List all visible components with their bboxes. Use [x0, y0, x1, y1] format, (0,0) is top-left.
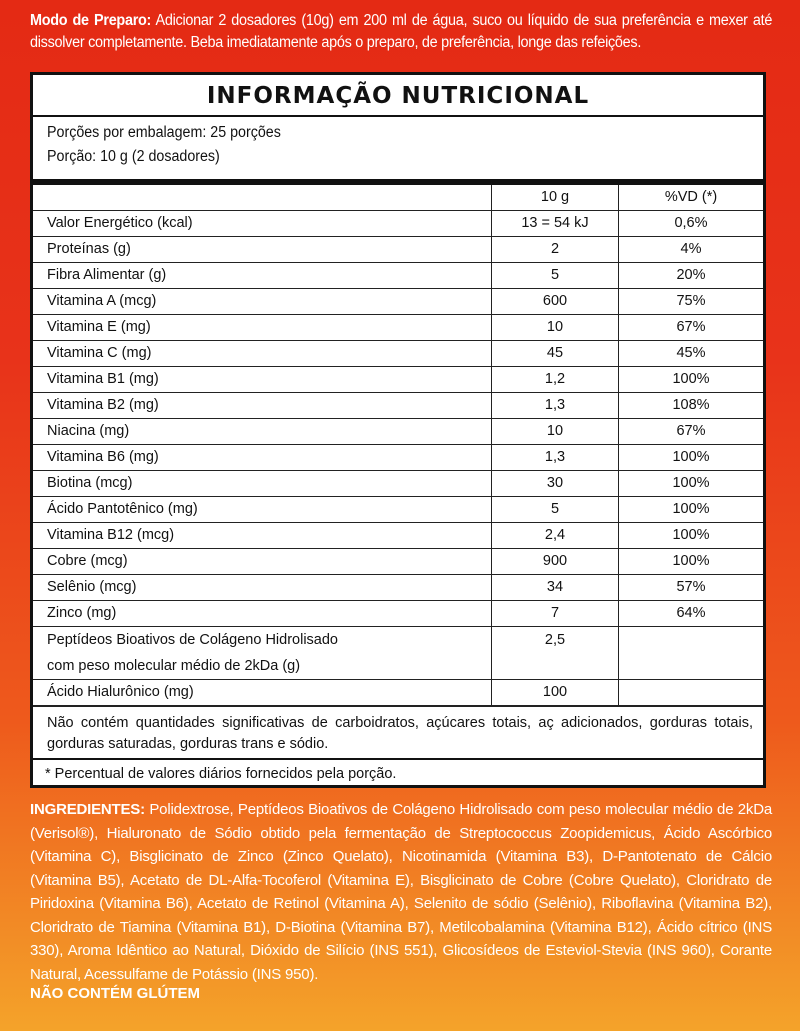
serving-info: [33, 117, 763, 185]
table-row: [33, 419, 763, 445]
nutrient-name: Zinco (mg): [33, 601, 492, 627]
nutrient-name: Vitamina B1 (mg): [33, 367, 492, 393]
nutrient-vd: 57%: [619, 575, 764, 601]
ingredientes-label: INGREDIENTES:: [30, 801, 145, 818]
footnote: * Percentual de valores diários fornecidos pela porção.: [33, 758, 763, 786]
preparo-label: Modo de Preparo:: [30, 12, 152, 29]
nutrient-name: Fibra Alimentar (g): [33, 263, 492, 289]
nutrient-name: Vitamina C (mg): [33, 341, 492, 367]
nutrient-qty: 5: [492, 497, 619, 523]
ingredientes-text: Polidextrose, Peptídeos Bioativos de Colágeno Hidrolisado com peso molecular médio de 2kDa (Verisol®), Hialuronato de Sódio obtido pela fermentação de Streptococcus Zoopidemicus, Ácido Ascórbico (Vitamina C), Bisglicinato de Zinco (Zinco Quelato), Nicotinamida (Vitamina B3), D-Pantotenato de Cálcio (Vitamina B5), Acetato de DL-Alfa-Tocoferol (Vitamina E), Bisglicinato de Cobre (Cobre Quelato), Cloridrato de Piridoxina (Vitamina B6), Acetato de Retinol (Vitamina A), Selenito de sódio (Selênio), Riboflavina (Vitamina B2), Cloridrato de Tiamina (Vitamina B1), D-Biotina (Vitamina B7), Metilcobalamina (Vitamina B12), Ácido cítrico (INS 330), Aroma Idêntico ao Natural, Dióxido de Silício (INS 551), Glicosídeos de Esteviol-Stevia (INS 960), Corante Natural, Acessulfame de Potássio (INS 950).: [30, 801, 772, 983]
nutrient-vd: 100%: [619, 445, 764, 471]
preparo-text: Adicionar 2 dosadores (10g) em 200 ml de água, suco ou líquido de sua preferência e mexer até dissolver completamente. Beba imediatamente após o preparo, de preferência, longe das refeições.: [30, 12, 773, 51]
nutrient-name: Vitamina E (mg): [33, 315, 492, 341]
nutrient-name: Valor Energético (kcal): [33, 211, 492, 237]
table-row: [33, 289, 763, 315]
nutrient-qty: 600: [492, 289, 619, 315]
header-vd: %VD (*): [619, 185, 764, 211]
nutrient-name: Cobre (mcg): [33, 549, 492, 575]
nutrient-qty: 10: [492, 419, 619, 445]
nutrient-qty: 5: [492, 263, 619, 289]
nutrition-panel: [30, 72, 766, 788]
nutrient-vd: 4%: [619, 237, 764, 263]
nutrient-vd: 45%: [619, 341, 764, 367]
table-row: [33, 627, 763, 680]
nutrient-name: Selênio (mcg): [33, 575, 492, 601]
nutrient-name: Niacina (mg): [33, 419, 492, 445]
nutrient-name: Vitamina B6 (mg): [33, 445, 492, 471]
nutrient-name: Ácido Pantotênico (mg): [33, 497, 492, 523]
peptideos-line2: com peso molecular médio de 2kDa (g): [47, 658, 301, 674]
table-row: [33, 601, 763, 627]
nutrient-vd: [619, 680, 764, 706]
nutrient-qty: 45: [492, 341, 619, 367]
nutrient-qty: 2,5: [492, 627, 619, 680]
nutrient-qty: 10: [492, 315, 619, 341]
nutrient-name: Ácido Hialurônico (mg): [33, 680, 492, 706]
nutrient-vd: [619, 627, 764, 680]
nutrient-qty: 1,3: [492, 445, 619, 471]
nutrient-vd: 100%: [619, 497, 764, 523]
table-row: [33, 445, 763, 471]
nutrient-vd: 100%: [619, 549, 764, 575]
peptideos-line1: Peptídeos Bioativos de Colágeno Hidrolisado: [47, 632, 338, 648]
nutrient-qty: 7: [492, 601, 619, 627]
header-qty: 10 g: [492, 185, 619, 211]
table-row: [33, 393, 763, 419]
nutrient-vd: 108%: [619, 393, 764, 419]
nutrient-name: Vitamina B2 (mg): [33, 393, 492, 419]
modo-de-preparo: [30, 10, 772, 54]
nutrient-vd: 67%: [619, 419, 764, 445]
table-row: [33, 211, 763, 237]
nutrient-vd: 100%: [619, 367, 764, 393]
table-row: [33, 497, 763, 523]
nutrient-name: [33, 627, 492, 680]
nutrient-qty: 900: [492, 549, 619, 575]
nutrient-qty: 100: [492, 680, 619, 706]
table-row: [33, 680, 763, 706]
nutrient-name: Vitamina A (mcg): [33, 289, 492, 315]
nutrient-vd: 0,6%: [619, 211, 764, 237]
nutrient-qty: 13 = 54 kJ: [492, 211, 619, 237]
panel-title: INFORMAÇÃO NUTRICIONAL: [33, 75, 763, 117]
nutrient-qty: 2: [492, 237, 619, 263]
gluten-warning: NÃO CONTÉM GLÚTEM: [30, 985, 200, 1002]
header-empty: [33, 185, 492, 211]
nutrient-vd: 100%: [619, 471, 764, 497]
ingredientes: [30, 798, 772, 986]
table-row: [33, 367, 763, 393]
table-row: [33, 471, 763, 497]
nutrient-qty: 1,2: [492, 367, 619, 393]
nutrient-name: Proteínas (g): [33, 237, 492, 263]
table-row: [33, 315, 763, 341]
table-row: [33, 237, 763, 263]
nutrient-vd: 64%: [619, 601, 764, 627]
nutrient-vd: 100%: [619, 523, 764, 549]
table-row: [33, 523, 763, 549]
nutrient-name: Biotina (mcg): [33, 471, 492, 497]
nutrient-qty: 1,3: [492, 393, 619, 419]
nutrient-vd: 20%: [619, 263, 764, 289]
nutrient-name: Vitamina B12 (mcg): [33, 523, 492, 549]
nutrient-vd: 75%: [619, 289, 764, 315]
nutrition-note: Não contém quantidades significativas de carboidratos, açúcares totais, aç adicionados, gorduras totais, gorduras saturadas, gorduras trans e sódio.: [33, 706, 763, 758]
nutrient-qty: 34: [492, 575, 619, 601]
nutrient-vd: 67%: [619, 315, 764, 341]
porcao: Porção: 10 g (2 dosadores): [47, 148, 220, 165]
porcoes-embalagem: Porções por embalagem: 25 porções: [47, 124, 281, 141]
nutrient-qty: 30: [492, 471, 619, 497]
table-header-row: [33, 185, 763, 211]
table-row: [33, 263, 763, 289]
table-row: [33, 341, 763, 367]
table-row: [33, 549, 763, 575]
nutrient-qty: 2,4: [492, 523, 619, 549]
table-row: [33, 575, 763, 601]
nutrition-table: [33, 185, 763, 706]
